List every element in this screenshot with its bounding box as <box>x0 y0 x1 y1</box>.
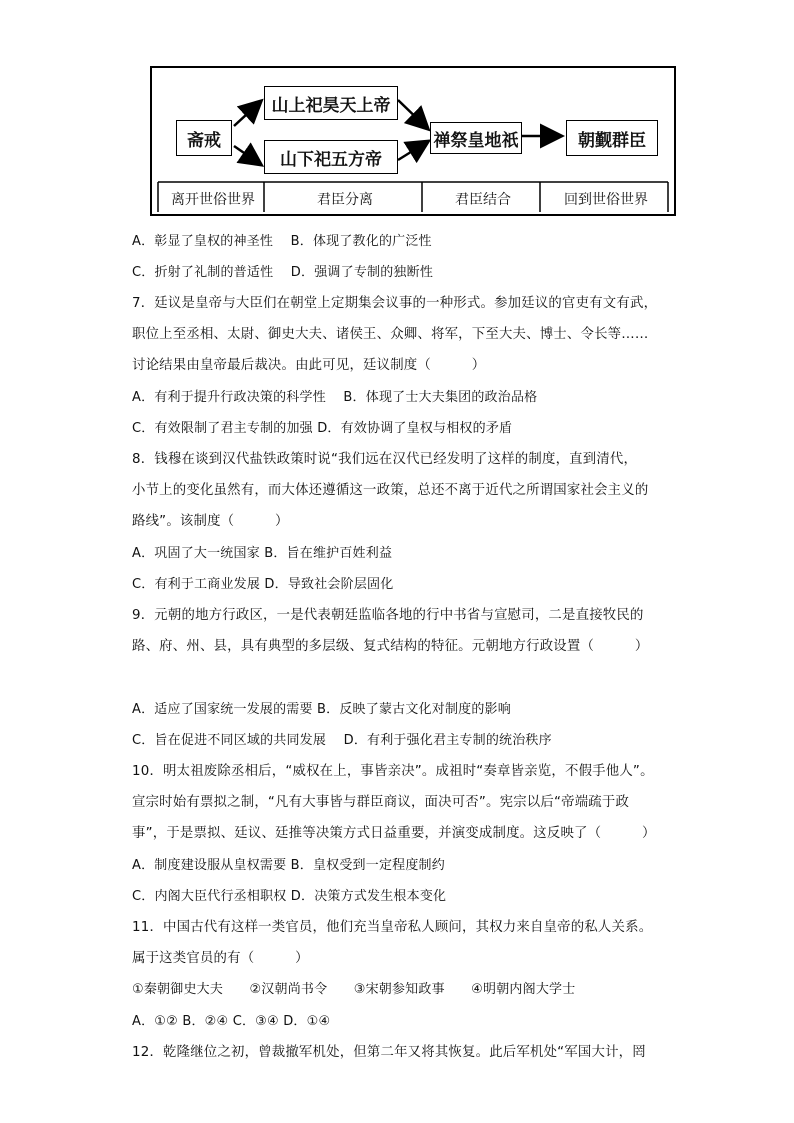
question-line: 职位上至丞相、太尉、御史大夫、诸侯王、众卿、将军，下至大夫、博士、令长等…… <box>132 327 649 342</box>
option-line: C．有效限制了君主专制的加强 D．有效协调了皇权与相权的矛盾 <box>132 421 513 436</box>
question-line: 宣宗时始有票拟之制，“凡有大事皆与群臣商议，面决可否”。宪宗以后“帝端疏于政 <box>132 795 630 810</box>
option-line: A．适应了国家统一发展的需要 B．反映了蒙古文化对制度的影响 <box>132 702 511 717</box>
node-chanji: 禅祭皇地祇 <box>430 122 522 154</box>
arrow-shanshang-to-chanji <box>398 100 427 128</box>
option-line: ①秦朝御史大夫 ②汉朝尚书令 ③宋朝参知政事 ④明朝内阁大学士 <box>132 982 576 997</box>
ceremony-flow-diagram <box>150 66 676 216</box>
option-line: A．彰显了皇权的神圣性 B．体现了教化的广泛性 <box>132 234 432 249</box>
stage-label: 君臣分离 <box>317 192 373 208</box>
question-7: 7．廷议是皇帝与大臣们在朝堂上定期集会议事的一种形式。参加廷议的官吏有文有武， <box>132 296 658 311</box>
stage-row <box>152 184 674 214</box>
node-shanxia: 山下祀五方帝 <box>264 140 398 174</box>
arrow-shanxia-to-chanji <box>398 142 427 160</box>
option-line: A．有利于提升行政决策的科学性 B．体现了士大夫集团的政治品格 <box>132 390 538 405</box>
option-line: A．①② B．②④ C．③④ D．①④ <box>132 1014 331 1029</box>
arrow-zhaijie-to-shanshang <box>234 102 260 126</box>
node-shanshang: 山上祀昊天上帝 <box>264 86 398 120</box>
question-8: 8．钱穆在谈到汉代盐铁政策时说“我们远在汉代已经发明了这样的制度，直到清代， <box>132 452 638 467</box>
node-chaojin: 朝觐群臣 <box>566 120 658 156</box>
option-line: A．制度建设服从皇权需要 B．皇权受到一定程度制约 <box>132 858 445 873</box>
question-line: 路、府、州、县，具有典型的多层级、复式结构的特征。元朝地方行政设置（ ） <box>132 639 649 654</box>
question-12: 12．乾隆继位之初，曾裁撤军机处，但第二年又将其恢复。此后军机处“军国大计，罔 <box>132 1045 646 1060</box>
stage-label: 离开世俗世界 <box>171 192 255 208</box>
option-line: A．巩固了大一统国家 B．旨在维护百姓利益 <box>132 546 393 561</box>
option-line: C．有利于工商业发展 D．导致社会阶层固化 <box>132 577 394 592</box>
question-line: 讨论结果由皇帝最后裁决。由此可见，廷议制度（ ） <box>132 358 486 373</box>
option-line: C．折射了礼制的普适性 D．强调了专制的独断性 <box>132 265 434 280</box>
question-line: 小节上的变化虽然有，而大体还遵循这一政策，总还不离于近代之所谓国家社会主义的 <box>132 483 649 498</box>
stage-label: 回到世俗世界 <box>564 192 648 208</box>
question-10: 10．明太祖废除丞相后，“威权在上，事皆亲决”。成祖时“奏章皆亲览，不假手他人”。 <box>132 764 654 779</box>
node-zhaijie: 斋戒 <box>176 120 232 156</box>
question-line: 属于这类官员的有（ ） <box>132 951 309 966</box>
stage-label: 君臣结合 <box>455 192 511 208</box>
arrow-zhaijie-to-shanxia <box>234 146 260 164</box>
option-line: C．旨在促进不同区域的共同发展 D．有利于强化君主专制的统治秩序 <box>132 733 552 748</box>
option-line: C．内阁大臣代行丞相职权 D．决策方式发生根本变化 <box>132 889 447 904</box>
question-line: 路线”。该制度（ ） <box>132 514 289 529</box>
question-line: 事”，于是票拟、廷议、廷推等决策方式日益重要，并演变成制度。这反映了（ ） <box>132 826 656 841</box>
question-9: 9．元朝的地方行政区，一是代表朝廷监临各地的行中书省与宣慰司，二是直接牧民的 <box>132 608 644 623</box>
question-11: 11．中国古代有这样一类官员，他们充当皇帝私人顾问，其权力来自皇帝的私人关系。 <box>132 920 653 935</box>
